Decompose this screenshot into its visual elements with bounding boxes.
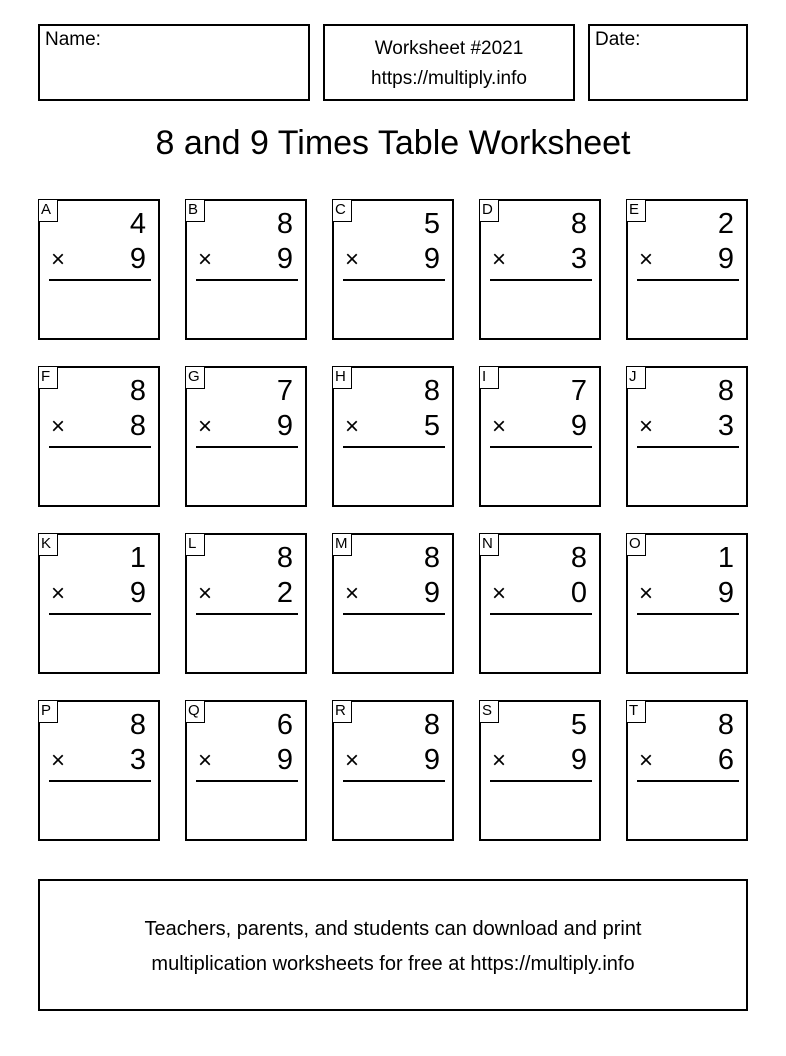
multiplier: 5 [423,410,440,442]
multiply-sign-icon: × [492,246,507,273]
answer-line [343,613,445,615]
problem-card[interactable] [185,700,307,841]
worksheet-info-box [323,24,575,101]
problem-letter: Q [185,700,205,723]
problem-card[interactable] [479,366,601,507]
answer-line [637,446,739,448]
answer-line [196,613,298,615]
multiply-sign-icon: × [198,246,213,273]
multiply-sign-icon: × [345,580,360,607]
multiplier: 9 [423,243,440,275]
answer-line [196,780,298,782]
multiplier: 9 [129,243,146,275]
date-label: Date: [595,29,641,50]
problem-card[interactable] [479,533,601,674]
multiplier: 9 [276,243,293,275]
multiplier: 9 [717,577,734,609]
multiply-sign-icon: × [639,413,654,440]
multiplicand: 1 [717,542,734,574]
problem-letter: R [332,700,352,723]
problem-letter: M [332,533,352,556]
answer-line [196,279,298,281]
problem-card[interactable] [332,199,454,340]
problem-letter: C [332,199,352,222]
multiplicand: 4 [129,208,146,240]
problem-card[interactable] [185,366,307,507]
multiplicand: 7 [570,375,587,407]
multiplier: 2 [276,577,293,609]
multiplicand: 8 [423,542,440,574]
multiplier: 9 [423,577,440,609]
multiplicand: 8 [276,208,293,240]
problem-card[interactable] [332,366,454,507]
multiply-sign-icon: × [51,580,66,607]
multiplier: 9 [276,744,293,776]
answer-line [343,446,445,448]
name-field-box[interactable] [38,24,310,101]
multiplicand: 7 [276,375,293,407]
problem-card[interactable] [626,366,748,507]
multiply-sign-icon: × [345,246,360,273]
problem-letter: L [185,533,205,556]
answer-line [490,780,592,782]
multiply-sign-icon: × [198,747,213,774]
problem-letter: A [38,199,58,222]
multiplicand: 8 [717,709,734,741]
answer-line [490,279,592,281]
multiplicand: 2 [717,208,734,240]
multiplier: 3 [717,410,734,442]
problem-letter: G [185,366,205,389]
answer-line [49,613,151,615]
multiplier: 9 [423,744,440,776]
problem-card[interactable] [38,700,160,841]
problem-card[interactable] [185,199,307,340]
problem-letter: K [38,533,58,556]
page-title: 8 and 9 Times Table Worksheet [155,124,631,162]
footer-line-2: multiplication worksheets for free at https://multiply.info [151,953,635,975]
multiplier: 9 [276,410,293,442]
name-label: Name: [45,29,101,50]
multiply-sign-icon: × [51,747,66,774]
problem-letter: B [185,199,205,222]
worksheet-url: https://multiply.info [371,68,527,89]
answer-line [49,780,151,782]
multiplicand: 8 [570,208,587,240]
answer-line [637,613,739,615]
multiplicand: 5 [570,709,587,741]
answer-line [196,446,298,448]
problem-card[interactable] [38,366,160,507]
answer-line [637,279,739,281]
multiplicand: 1 [129,542,146,574]
multiplicand: 6 [276,709,293,741]
multiplier: 9 [570,744,587,776]
footer-box [38,879,748,1011]
multiply-sign-icon: × [492,413,507,440]
problem-card[interactable] [626,700,748,841]
multiplier: 9 [570,410,587,442]
problem-letter: H [332,366,352,389]
multiplier: 3 [570,243,587,275]
multiply-sign-icon: × [51,413,66,440]
problem-letter: F [38,366,58,389]
multiply-sign-icon: × [198,413,213,440]
multiply-sign-icon: × [51,246,66,273]
multiply-sign-icon: × [345,747,360,774]
problem-letter: O [626,533,646,556]
multiplicand: 8 [423,375,440,407]
problem-card[interactable] [332,533,454,674]
multiplicand: 5 [423,208,440,240]
multiply-sign-icon: × [345,413,360,440]
multiplier: 6 [717,744,734,776]
multiply-sign-icon: × [492,580,507,607]
problem-card[interactable] [626,199,748,340]
problem-card[interactable] [332,700,454,841]
problem-letter: J [626,366,646,389]
problem-letter: I [479,366,499,389]
multiplier: 8 [129,410,146,442]
answer-line [490,446,592,448]
multiplicand: 8 [570,542,587,574]
multiplicand: 8 [129,375,146,407]
multiplicand: 8 [423,709,440,741]
multiply-sign-icon: × [639,246,654,273]
answer-line [343,780,445,782]
multiplicand: 8 [276,542,293,574]
multiplier: 0 [570,577,587,609]
problem-card[interactable] [38,533,160,674]
multiply-sign-icon: × [639,747,654,774]
multiply-sign-icon: × [639,580,654,607]
multiplier: 3 [129,744,146,776]
multiplier: 9 [129,577,146,609]
multiply-sign-icon: × [492,747,507,774]
problem-letter: P [38,700,58,723]
problem-letter: S [479,700,499,723]
answer-line [49,446,151,448]
problem-card[interactable] [479,700,601,841]
answer-line [490,613,592,615]
problem-letter: D [479,199,499,222]
problem-card[interactable] [479,199,601,340]
problem-card[interactable] [626,533,748,674]
footer-line-1: Teachers, parents, and students can download and print [144,918,642,940]
worksheet-number: Worksheet #2021 [374,38,524,59]
problem-letter: T [626,700,646,723]
problem-letter: E [626,199,646,222]
multiplicand: 8 [717,375,734,407]
multiplicand: 8 [129,709,146,741]
problem-card[interactable] [38,199,160,340]
answer-line [49,279,151,281]
answer-line [637,780,739,782]
date-field-box[interactable] [588,24,748,101]
problem-letter: N [479,533,499,556]
answer-line [343,279,445,281]
problem-card[interactable] [185,533,307,674]
multiplier: 9 [717,243,734,275]
multiply-sign-icon: × [198,580,213,607]
